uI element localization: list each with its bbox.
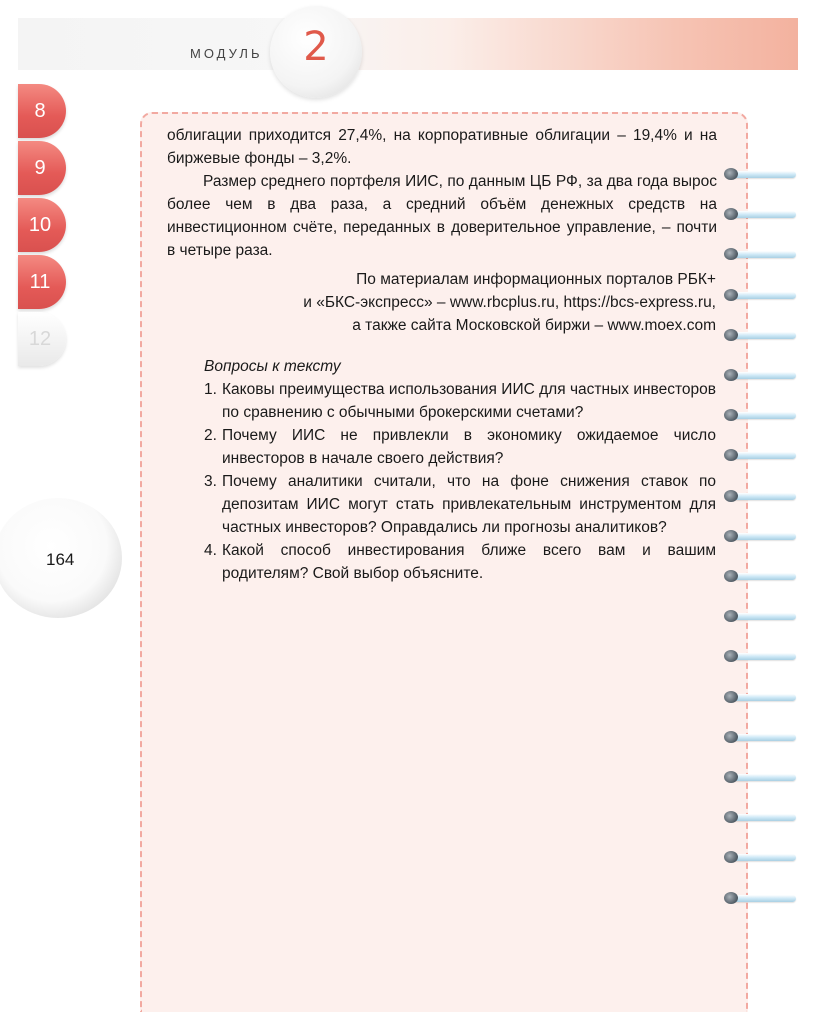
- chapter-tab-11[interactable]: 11: [18, 255, 66, 309]
- question-number: 1.: [204, 381, 217, 398]
- ring-wire: [732, 774, 796, 781]
- ring-hole: [724, 409, 738, 421]
- spiral-ring: [724, 530, 796, 542]
- spiral-ring: [724, 409, 796, 421]
- ring-wire: [732, 854, 796, 861]
- spiral-ring: [724, 650, 796, 662]
- ring-wire: [732, 412, 796, 419]
- module-label: МОДУЛЬ: [190, 46, 263, 61]
- ring-hole: [724, 369, 738, 381]
- ring-wire: [732, 613, 796, 620]
- spiral-ring: [724, 731, 796, 743]
- chapter-tab-9[interactable]: 9: [18, 141, 66, 195]
- spiral-ring: [724, 289, 796, 301]
- ring-hole: [724, 811, 738, 823]
- ring-hole: [724, 248, 738, 260]
- question-number: 4.: [204, 542, 217, 559]
- ring-hole: [724, 168, 738, 180]
- ring-wire: [732, 292, 796, 299]
- ring-wire: [732, 171, 796, 178]
- page-number: 164: [46, 550, 75, 569]
- paragraph: облигации приходится 27,4%, на корпоративные облигации – 19,4% и на биржевые фонды – 3,2%.: [167, 127, 717, 167]
- ring-hole: [724, 329, 738, 341]
- spiral-ring: [724, 610, 796, 622]
- spiral-ring: [724, 369, 796, 381]
- spiral-ring: [724, 691, 796, 703]
- ring-wire: [732, 372, 796, 379]
- question-text: Каковы преимущества использования ИИС для частных инвесторов по сравнению с обычными брокерскими счетами?: [222, 381, 716, 421]
- ring-hole: [724, 449, 738, 461]
- spiral-ring: [724, 329, 796, 341]
- chapter-tab-12[interactable]: 12: [18, 312, 66, 366]
- spiral-ring: [724, 771, 796, 783]
- ring-wire: [732, 653, 796, 660]
- question-item: [204, 539, 716, 585]
- chapter-tab-8[interactable]: 8: [18, 84, 66, 138]
- ring-hole: [724, 490, 738, 502]
- ring-wire: [732, 895, 796, 902]
- ring-hole: [724, 892, 738, 904]
- question-text: Почему аналитики считали, что на фоне снижения ставок по депозитам ИИС могут стать привлекательным инструментом для частных инвесторов? Оправдались ли прогнозы аналитиков?: [222, 473, 716, 536]
- source-line: а также сайта Московской биржи – www.moex.com: [352, 317, 716, 334]
- spiral-ring: [724, 892, 796, 904]
- module-number-badge: [270, 6, 362, 98]
- ring-hole: [724, 650, 738, 662]
- ring-hole: [724, 530, 738, 542]
- spiral-ring: [724, 490, 796, 502]
- ring-wire: [732, 573, 796, 580]
- spiral-ring: [724, 851, 796, 863]
- ring-wire: [732, 734, 796, 741]
- question-text: Почему ИИС не привлекли в экономику ожидаемое число инвесторов в начале своего действия?: [222, 427, 716, 467]
- ring-wire: [732, 211, 796, 218]
- ring-wire: [732, 533, 796, 540]
- question-item: [204, 378, 716, 424]
- paragraph: Размер среднего портфеля ИИС, по данным ЦБ РФ, за два года вырос более чем в два раза, а средний объём денежных средств на инвестиционном счёте, переданных в доверительное управление, – почти в четыре раза.: [167, 173, 717, 259]
- spiral-ring: [724, 449, 796, 461]
- question-number: 3.: [204, 473, 217, 490]
- spiral-ring: [724, 570, 796, 582]
- module-number: 2: [303, 24, 329, 70]
- questions-list: [204, 378, 716, 585]
- spiral-ring: [724, 168, 796, 180]
- ring-wire: [732, 694, 796, 701]
- ring-hole: [724, 691, 738, 703]
- question-item: [204, 470, 716, 539]
- ring-hole: [724, 570, 738, 582]
- source-attribution: [176, 268, 716, 337]
- ring-wire: [732, 251, 796, 258]
- ring-hole: [724, 208, 738, 220]
- ring-hole: [724, 610, 738, 622]
- source-line: и «БКС-экспресс» – www.rbcplus.ru, https://bcs-express.ru,: [303, 294, 716, 311]
- ring-hole: [724, 851, 738, 863]
- article-text: [167, 124, 717, 262]
- questions-heading: Вопросы к тексту: [204, 358, 341, 375]
- question-number: 2.: [204, 427, 217, 444]
- ring-wire: [732, 452, 796, 459]
- ring-hole: [724, 731, 738, 743]
- spiral-ring: [724, 208, 796, 220]
- ring-wire: [732, 332, 796, 339]
- question-text: Какой способ инвестирования ближе всего вам и вашим родителям? Свой выбор объясните.: [222, 542, 716, 582]
- spiral-ring: [724, 811, 796, 823]
- header-band: [18, 18, 798, 70]
- ring-hole: [724, 771, 738, 783]
- source-line: По материалам информационных порталов РБК+: [356, 271, 716, 288]
- ring-wire: [732, 814, 796, 821]
- question-item: [204, 424, 716, 470]
- chapter-tab-10[interactable]: 10: [18, 198, 66, 252]
- ring-wire: [732, 493, 796, 500]
- ring-hole: [724, 289, 738, 301]
- spiral-ring: [724, 248, 796, 260]
